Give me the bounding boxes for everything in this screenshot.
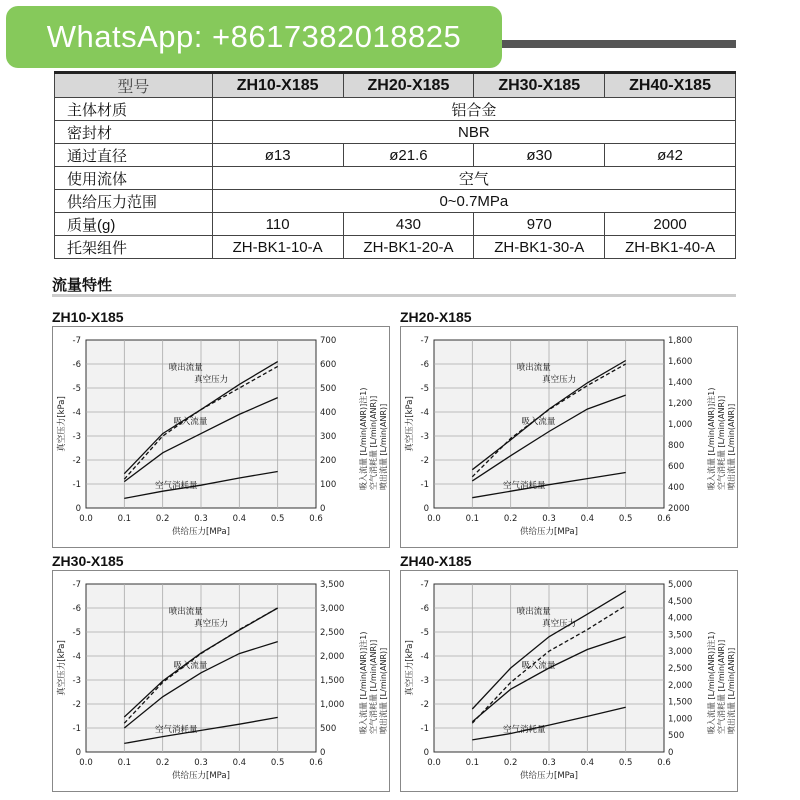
row-value: ø30 bbox=[474, 144, 605, 167]
y-tick-label: -3 bbox=[420, 432, 429, 442]
y2-tick-label: 2000 bbox=[668, 504, 690, 514]
x-axis-label: 供给压力[MPa] bbox=[172, 527, 230, 537]
y2-tick-label: 400 bbox=[668, 483, 685, 493]
row-value: ø13 bbox=[212, 144, 343, 167]
series-label: 喷出流量 bbox=[168, 607, 203, 618]
x-tick-label: 0.3 bbox=[194, 758, 208, 768]
row-value: ZH-BK1-10-A bbox=[212, 236, 343, 259]
y2-tick-label: 0 bbox=[668, 748, 674, 758]
row-value: ø21.6 bbox=[343, 144, 474, 167]
y2-tick-label: 1,600 bbox=[668, 357, 693, 367]
table-row bbox=[55, 167, 736, 190]
header-zh10: ZH10-X185 bbox=[212, 73, 343, 98]
x-tick-label: 0.4 bbox=[232, 514, 247, 524]
y2-tick-label: 300 bbox=[320, 432, 337, 442]
row-value: 铝合金 bbox=[212, 98, 735, 121]
table-header-row bbox=[55, 73, 736, 98]
y2-tick-label: 5,000 bbox=[668, 580, 693, 590]
x-tick-label: 0.1 bbox=[117, 758, 132, 768]
row-label: 主体材质 bbox=[55, 98, 213, 121]
header-rule bbox=[500, 40, 736, 48]
y-axis-label: 真空压力[kPa] bbox=[57, 640, 67, 696]
y2-tick-label: 1,000 bbox=[668, 420, 693, 430]
header-zh30: ZH30-X185 bbox=[474, 73, 605, 98]
y-tick-label: -3 bbox=[420, 676, 429, 686]
y-tick-label: -6 bbox=[420, 604, 429, 614]
y-tick-label: 0 bbox=[423, 504, 429, 514]
y2-axis-label: 喷出流量 [L/min(ANR)] bbox=[727, 403, 736, 490]
row-label: 质量(g) bbox=[55, 213, 213, 236]
series-label: 吸入流量 bbox=[173, 661, 208, 671]
table-row bbox=[55, 213, 736, 236]
y-tick-label: -7 bbox=[72, 580, 81, 590]
y-tick-label: -2 bbox=[72, 700, 81, 710]
y2-axis-label: 喷出流量 [L/min(ANR)] bbox=[727, 647, 736, 734]
y-tick-label: -6 bbox=[72, 604, 81, 614]
y2-tick-label: 4,000 bbox=[668, 613, 693, 624]
y2-tick-label: 1,000 bbox=[320, 700, 345, 710]
y2-tick-label: 2,000 bbox=[668, 680, 693, 691]
chart-title-zh40: ZH40-X185 bbox=[400, 553, 472, 569]
y2-tick-label: 800 bbox=[668, 441, 685, 451]
x-axis-label: 供给压力[MPa] bbox=[172, 771, 230, 781]
x-tick-label: 0.1 bbox=[465, 514, 480, 524]
y-tick-label: 0 bbox=[75, 748, 81, 758]
x-tick-label: 0.6 bbox=[309, 514, 323, 524]
row-value: ZH-BK1-40-A bbox=[605, 236, 736, 259]
x-tick-label: 0.6 bbox=[657, 758, 671, 768]
series-label: 真空压力 bbox=[194, 619, 229, 629]
y-tick-label: -4 bbox=[72, 652, 81, 662]
series-label: 真空压力 bbox=[542, 375, 577, 385]
y2-tick-label: 1,000 bbox=[668, 714, 693, 725]
row-value: 970 bbox=[474, 213, 605, 236]
y-tick-label: -6 bbox=[420, 360, 429, 370]
y2-axis-label: 喷出流量 [L/min(ANR)] bbox=[379, 647, 388, 734]
y2-tick-label: 2,500 bbox=[320, 628, 345, 638]
y-tick-label: -7 bbox=[72, 336, 81, 346]
table-row bbox=[55, 121, 736, 144]
y2-tick-label: 200 bbox=[320, 456, 337, 466]
x-tick-label: 0.3 bbox=[194, 514, 208, 524]
y2-tick-label: 0 bbox=[320, 504, 326, 514]
y2-tick-label: 2,000 bbox=[320, 652, 345, 662]
row-value: 2000 bbox=[605, 213, 736, 236]
y-tick-label: -2 bbox=[420, 700, 429, 710]
y-tick-label: -7 bbox=[420, 336, 429, 346]
flow-chart-zh40 bbox=[400, 570, 738, 792]
series-label: 真空压力 bbox=[542, 619, 577, 629]
y-tick-label: -1 bbox=[72, 724, 81, 734]
y2-tick-label: 600 bbox=[320, 360, 337, 370]
x-tick-label: 0.2 bbox=[155, 758, 170, 768]
x-tick-label: 0.3 bbox=[542, 758, 556, 768]
y-tick-label: -5 bbox=[420, 384, 429, 394]
y2-tick-label: 400 bbox=[320, 408, 337, 418]
x-tick-label: 0.6 bbox=[657, 514, 671, 524]
y-tick-label: -7 bbox=[420, 580, 429, 590]
y2-axis-label: 吸入流量 [L/min(ANR)]注1) bbox=[707, 387, 716, 490]
y2-axis-label: 喷出流量 [L/min(ANR)] bbox=[379, 403, 388, 490]
header-model: 型号 bbox=[55, 73, 213, 98]
y2-tick-label: 2,500 bbox=[668, 664, 693, 674]
x-tick-label: 0.6 bbox=[309, 758, 323, 768]
table-row bbox=[55, 236, 736, 259]
y-tick-label: -3 bbox=[72, 432, 81, 442]
y-axis-label: 真空压力[kPa] bbox=[405, 396, 415, 452]
series-label: 吸入流量 bbox=[521, 417, 556, 427]
series-label: 空气消耗量 bbox=[503, 724, 546, 735]
section-title: 流量特性 bbox=[52, 276, 113, 294]
y2-tick-label: 1,400 bbox=[668, 378, 693, 388]
x-tick-label: 0.0 bbox=[79, 758, 93, 768]
y2-tick-label: 100 bbox=[320, 480, 337, 490]
y2-axis-label: 吸入流量 [L/min(ANR)]注1) bbox=[707, 631, 716, 734]
x-axis-label: 供给压力[MPa] bbox=[520, 771, 578, 781]
row-value: ZH-BK1-20-A bbox=[343, 236, 474, 259]
y-tick-label: -1 bbox=[420, 724, 429, 734]
y-tick-label: -4 bbox=[420, 652, 429, 662]
y2-tick-label: 0 bbox=[320, 748, 326, 758]
y2-axis-label: 空气消耗量 [L/min(ANR)] bbox=[369, 639, 378, 734]
x-tick-label: 0.1 bbox=[117, 514, 132, 524]
y2-axis-label: 吸入流量 [L/min(ANR)]注1) bbox=[359, 631, 368, 734]
y2-tick-label: 700 bbox=[320, 336, 337, 346]
y2-tick-label: 500 bbox=[320, 724, 337, 734]
y-tick-label: -2 bbox=[72, 456, 81, 466]
row-label: 使用流体 bbox=[55, 167, 213, 190]
x-axis-label: 供给压力[MPa] bbox=[520, 527, 578, 537]
flow-chart-zh20 bbox=[400, 326, 738, 548]
y2-tick-label: 3,500 bbox=[668, 630, 693, 641]
row-label: 托架组件 bbox=[55, 236, 213, 259]
x-tick-label: 0.0 bbox=[427, 758, 441, 768]
row-value: ZH-BK1-30-A bbox=[474, 236, 605, 259]
y2-axis-label: 空气消耗量 [L/min(ANR)] bbox=[717, 395, 726, 490]
y2-tick-label: 1,500 bbox=[668, 697, 693, 708]
y2-tick-label: 1,200 bbox=[668, 399, 693, 409]
table-row bbox=[55, 190, 736, 213]
header-zh40: ZH40-X185 bbox=[605, 73, 736, 98]
y-tick-label: -5 bbox=[420, 628, 429, 638]
y2-tick-label: 500 bbox=[320, 384, 337, 394]
x-tick-label: 0.5 bbox=[270, 514, 285, 524]
row-value: ø42 bbox=[605, 144, 736, 167]
series-label: 空气消耗量 bbox=[503, 480, 546, 491]
series-label: 吸入流量 bbox=[173, 417, 208, 427]
y-axis-label: 真空压力[kPa] bbox=[405, 640, 415, 696]
series-label: 空气消耗量 bbox=[155, 724, 198, 735]
x-tick-label: 0.4 bbox=[580, 514, 595, 524]
y-tick-label: -1 bbox=[72, 480, 81, 490]
spec-table bbox=[54, 71, 736, 259]
x-tick-label: 0.5 bbox=[618, 514, 633, 524]
table-row bbox=[55, 98, 736, 121]
table-row bbox=[55, 144, 736, 167]
y-tick-label: -4 bbox=[420, 408, 429, 418]
section-rule bbox=[52, 294, 736, 297]
y2-tick-label: 3,000 bbox=[668, 647, 693, 658]
whatsapp-watermark: WhatsApp: +8617382018825 bbox=[6, 6, 502, 68]
header-zh20: ZH20-X185 bbox=[343, 73, 474, 98]
x-tick-label: 0.5 bbox=[618, 758, 633, 768]
y-tick-label: 0 bbox=[75, 504, 81, 514]
row-value: 110 bbox=[212, 213, 343, 236]
y2-axis-label: 空气消耗量 [L/min(ANR)] bbox=[717, 639, 726, 734]
row-label: 供给压力范围 bbox=[55, 190, 213, 213]
x-tick-label: 0.0 bbox=[79, 514, 93, 524]
series-label: 喷出流量 bbox=[168, 363, 203, 374]
x-tick-label: 0.0 bbox=[427, 514, 441, 524]
chart-title-zh10: ZH10-X185 bbox=[52, 309, 124, 325]
x-tick-label: 0.3 bbox=[542, 514, 556, 524]
series-label: 真空压力 bbox=[194, 375, 229, 385]
y-tick-label: -4 bbox=[72, 408, 81, 418]
x-tick-label: 0.4 bbox=[580, 758, 595, 768]
y-axis-label: 真空压力[kPa] bbox=[57, 396, 67, 452]
y2-tick-label: 3,000 bbox=[320, 604, 345, 614]
y2-tick-label: 3,500 bbox=[320, 580, 345, 590]
flow-chart-zh10 bbox=[52, 326, 390, 548]
y-tick-label: -5 bbox=[72, 628, 81, 638]
row-label: 密封材 bbox=[55, 121, 213, 144]
y-tick-label: -5 bbox=[72, 384, 81, 394]
row-value: 0~0.7MPa bbox=[212, 190, 735, 213]
y2-tick-label: 1,500 bbox=[320, 676, 345, 686]
y-tick-label: -3 bbox=[72, 676, 81, 686]
y-tick-label: -1 bbox=[420, 480, 429, 490]
y2-tick-label: 4,500 bbox=[668, 596, 693, 607]
row-label: 通过直径 bbox=[55, 144, 213, 167]
x-tick-label: 0.4 bbox=[232, 758, 247, 768]
x-tick-label: 0.1 bbox=[465, 758, 480, 768]
series-label: 吸入流量 bbox=[521, 661, 556, 671]
flow-chart-zh30 bbox=[52, 570, 390, 792]
y-tick-label: -2 bbox=[420, 456, 429, 466]
y2-axis-label: 空气消耗量 [L/min(ANR)] bbox=[369, 395, 378, 490]
x-tick-label: 0.2 bbox=[503, 514, 518, 524]
y-tick-label: 0 bbox=[423, 748, 429, 758]
series-label: 空气消耗量 bbox=[155, 480, 198, 491]
y2-tick-label: 1,800 bbox=[668, 336, 693, 346]
x-tick-label: 0.5 bbox=[270, 758, 285, 768]
x-tick-label: 0.2 bbox=[155, 514, 170, 524]
y-tick-label: -6 bbox=[72, 360, 81, 370]
row-value: 空气 bbox=[212, 167, 735, 190]
y2-tick-label: 500 bbox=[668, 731, 685, 742]
x-tick-label: 0.2 bbox=[503, 758, 518, 768]
series-label: 喷出流量 bbox=[516, 363, 551, 374]
row-value: NBR bbox=[212, 121, 735, 144]
chart-title-zh20: ZH20-X185 bbox=[400, 309, 472, 325]
series-label: 喷出流量 bbox=[516, 607, 551, 618]
y2-axis-label: 吸入流量 [L/min(ANR)]注1) bbox=[359, 387, 368, 490]
row-value: 430 bbox=[343, 213, 474, 236]
y2-tick-label: 600 bbox=[668, 462, 685, 472]
chart-title-zh30: ZH30-X185 bbox=[52, 553, 124, 569]
